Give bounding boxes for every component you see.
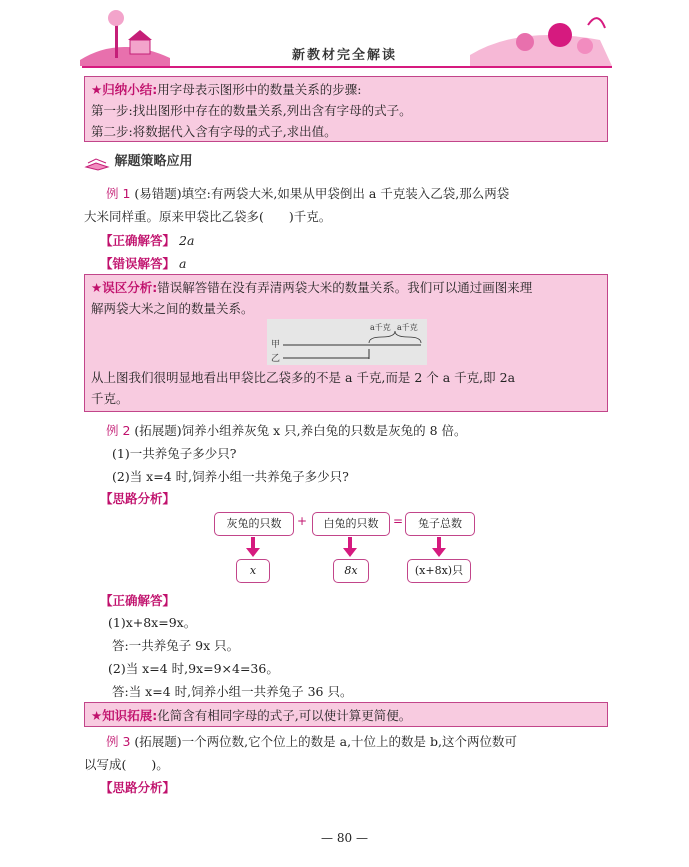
error-line2: 解两袋大米之间的数量关系。 [91, 301, 254, 316]
example1-line2: 大米同样重。原来甲袋比乙袋多( )千克。 [84, 209, 332, 224]
example3-line1 [106, 732, 517, 750]
page-number: — 80 — [321, 831, 368, 845]
error-line1 [91, 277, 601, 298]
flow-result-total: (x+8x)只 [407, 559, 471, 583]
example1-correct [100, 231, 194, 249]
example2-analysis-label [100, 489, 175, 507]
example1-label: 例 1 [106, 186, 131, 201]
flow-arrowhead-1 [246, 548, 260, 557]
knowledge-text: 化简含有相同字母的式子,可以使计算更简便。 [157, 708, 412, 723]
bag-diagram-svg [267, 319, 427, 365]
example2-answer-2: 答:当 x=4 时,饲养小组一共养兔子 36 只。 [112, 684, 353, 699]
flow-result-x: x [236, 559, 270, 583]
analysis-label: 【思路分析】 [100, 491, 176, 506]
summary-step1: 第一步:找出图形中存在的数量关系,列出含有字母的式子。 [91, 103, 412, 118]
flow-box-white-rabbits: 白兔的只数 [312, 512, 390, 536]
brace-label-2: a千克 [397, 323, 418, 332]
correct-label-2: 【正确解答】 [100, 593, 176, 608]
example2-correct-label [100, 591, 175, 609]
analysis-label-3: 【思路分析】 [100, 780, 176, 795]
correct-label: 【正确解答】 [100, 233, 176, 248]
example2-label: 例 2 [106, 423, 131, 438]
flow-box-grey-rabbits: 灰兔的只数 [214, 512, 294, 536]
flow-arrow-3 [437, 537, 441, 548]
header-title: 新教材完全解读 [291, 48, 397, 63]
label-jia: 甲 [271, 340, 281, 350]
flow-arrowhead-2 [343, 548, 357, 557]
example1-wrong [100, 254, 186, 272]
flow-plus: + [297, 514, 308, 528]
wrong-label: 【错误解答】 [100, 256, 176, 271]
example2-solution-2: (2)当 x=4 时,9x=9×4=36。 [108, 661, 279, 676]
summary-text: 用字母表示图形中的数量关系的步骤: [157, 82, 362, 97]
example3-text: (拓展题)一个两位数,它个位上的数是 a,十位上的数是 b,这个两位数可 [134, 734, 517, 749]
example2-q1: (1)一共养兔子多少只? [112, 446, 237, 461]
header-divider [82, 66, 612, 68]
book-icon [84, 153, 110, 171]
example3-analysis [100, 778, 175, 796]
example2-text: (拓展题)饲养小组养灰兔 x 只,养白兔的只数是灰兔的 8 倍。 [134, 423, 467, 438]
flow-equals: = [393, 514, 404, 528]
example2-q2: (2)当 x=4 时,饲养小组一共养兔子多少只? [112, 469, 349, 484]
example1-line1 [106, 184, 509, 202]
bag-diagram [91, 319, 601, 367]
flow-box-total: 兔子总数 [405, 512, 475, 536]
example2-answer-1: 答:一共养兔子 9x 只。 [112, 638, 240, 653]
example3-line2: 以写成( )。 [84, 757, 169, 772]
error-line4: 千克。 [91, 391, 129, 406]
example2-solution-1: (1)x+8x=9x。 [108, 615, 197, 630]
error-line3: 从上图我们很明显地看出甲袋比乙袋多的不是 a 千克,而是 2 个 a 千克,即 2a [91, 370, 516, 385]
error-tag: ★误区分析: [91, 280, 158, 295]
knowledge-tag: ★知识拓展: [91, 708, 158, 723]
example3-label: 例 3 [106, 734, 131, 749]
summary-tag: ★归纳小结: [91, 82, 158, 97]
summary-step2: 第二步:将数据代入含有字母的式子,求出值。 [91, 124, 337, 139]
wrong-value: a [179, 256, 187, 271]
flow-result-8x: 8x [333, 559, 369, 583]
example2-line1 [106, 421, 467, 439]
section-title: 解题策略应用 [114, 154, 193, 169]
knowledge-box [84, 702, 608, 727]
flow-arrow-1 [251, 537, 255, 548]
brace-label-1: a千克 [370, 323, 391, 332]
example1-text: (易错题)填空:有两袋大米,如果从甲袋倒出 a 千克装入乙袋,那么两袋 [134, 186, 510, 201]
flow-arrowhead-3 [432, 548, 446, 557]
summary-line [91, 79, 601, 100]
section-heading [84, 150, 193, 172]
label-yi: 乙 [271, 354, 281, 364]
flow-arrow-2 [348, 537, 352, 548]
summary-box [84, 76, 608, 142]
error-analysis-box [84, 274, 608, 412]
error-text: 错误解答错在没有弄清两袋大米的数量关系。我们可以通过画图来理 [157, 280, 533, 295]
header-decoration [0, 0, 689, 75]
correct-value: 2a [179, 233, 195, 248]
page-header [0, 0, 689, 75]
